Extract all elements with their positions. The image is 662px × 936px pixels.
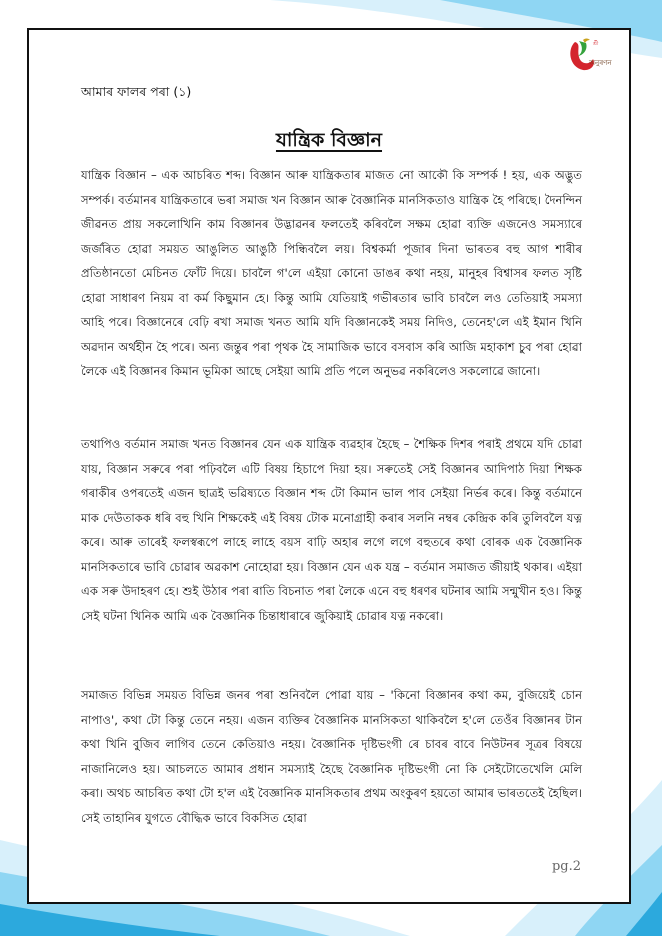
paragraph-3: সমাজত বিভিন্ন সময়ত বিভিন্ন জনৰ পৰা শুনিবলৈ পোৱা যায় – 'কিনো বিজ্ঞানৰ কথা কম, বুজিয়েই চোন নাপাও', কথা টো কিন্তু তেনে নহয়। এজন ব্যক্তিৰ বৈজ্ঞানিক মানসিকতা থাকিবলৈ হ'লে তেওঁৰ বিজ্ঞানৰ টান কথা খিনি বুজিব লাগিব তেনে কেতিয়াও নহয়। বৈজ্ঞানিক দৃষ্টিভংগী ৰে চাবৰ বাবে নিউটনৰ সূত্ৰৰ বিষয়ে নাজানিলেও হয়। আচলতে আমাৰ প্ৰধান সমস্যাই হৈছে বৈজ্ঞানিক দৃষ্টিভংগী নো কি সেইটোতেখেলি মেলি কৰা। অথচ আচৰিত কথা টো হ'ল এই বৈজ্ঞানিক মানসিকতাৰ প্ৰথম অংকুৰণ হয়তো আমাৰ ভাৰততেই হৈছিল। সেই তাহানিৰ যুগতে বৌদ্ধিক ভাবে বিকসিত হোৱা	[81, 688, 582, 825]
article-title-text: যান্ত্ৰিক বিজ্ঞান	[275, 129, 383, 151]
anuranan-logo-icon	[565, 37, 615, 77]
paragraph-1: যান্ত্ৰিক বিজ্ঞান – এক আচৰিত শব্দ। বিজ্ঞান আৰু যান্ত্ৰিকতাৰ মাজত নো আকৌ কি সম্পৰ্ক ! হয়, এক অদ্ভুত সম্পৰ্ক। বৰ্তমানৰ যান্ত্ৰিকতাৰে ভৰা সমাজ খন বিজ্ঞান আৰু বৈজ্ঞানিক মানসিকতাও যান্ত্ৰিক হৈ পৰিছে। দৈনন্দিন জীৱনত প্ৰায় সকলোখিনি কাম বিজ্ঞানৰ উদ্ভাৱনৰ ফলতেই কৰিবলৈ সক্ষম হোৱা ব্যক্তি এজনেও সমস্যাৰে জৰ্জৰিত হোৱা সময়ত আঙুলিত আঙুঠি পিন্ধিবলৈ লয়। বিশ্বকৰ্মা পূজাৰ দিনা ভাৰতৰ বহু আগ শাৰীৰ প্ৰতিষ্ঠানতো মেচিনত ফোঁট দিয়ে। চাবলৈ গ'লে এইয়া কোনো ডাঙৰ কথা নহয়, মানুহৰ বিশ্বাসৰ ফলত সৃষ্টি হোৱা সাধাৰণ নিয়ম বা কৰ্ম কিছুমান হে। কিন্তু আমি যেতিয়াই গভীৰতাৰ ভাবি চাবলৈ লও তেতিয়াই সমস্যা আহি পৰে। বিজ্ঞানেৰে বেঢ়ি ৰখা সমাজ খনত আমি যদি বিজ্ঞানকেই সময় নিদিও, তেনেহ'লে এই ইমান খিনি অৱদান অৰ্থহীন হৈ পৰে। অন্য জন্তুৰ পৰা পৃথক হৈ সামাজিক ভাবে বসবাস কৰি আজি মহাকাশ চুব পৰা হোৱা লৈকে এই বিজ্ঞানৰ কিমান ভূমিকা আছে সেইয়া আমি প্ৰতি পলে অনুভৱ নকৰিলেও সকলোৱে জানো।	[81, 168, 582, 378]
logo-label: অনুৰণন	[589, 59, 612, 67]
series-title: আমাৰ ফালৰ পৰা (১)	[81, 84, 192, 99]
paragraph-2: তথাপিও বৰ্তমান সমাজ খনত বিজ্ঞানৰ যেন এক যান্ত্ৰিক ব্যৱহাৰ হৈছে – শৈক্ষিক দিশৰ পৰাই প্ৰথমে যদি চোৱা যায়, বিজ্ঞান সৰুৰে পৰা পঢ়িবলৈ এটি বিষয় হিচাপে দিয়া হয়। সৰুতেই সেই বিজ্ঞানৰ আদিপাঠ দিয়া শিক্ষক গৰাকীৰ ওপৰতেই এজন ছাত্ৰই ভৱিষ্যতে বিজ্ঞান শব্দ টো কিমান ভাল পাব সেইয়া নিৰ্ভৰ কৰে। কিন্তু বৰ্তমানে মাক দেউতাকক ধৰি বহু খিনি শিক্ষকেই এই বিষয় টোক মনোগ্ৰাহী কৰাৰ সলনি নম্বৰ কেন্দ্ৰিক কৰি তুলিবলৈ যত্ন কৰে। আৰু তাৰেই ফলস্বৰূপে লাহে লাহে বয়স বাঢ়ি অহাৰ লগে লগে বহুতৰে কথা বোৰক এক বৈজ্ঞানিক মানসিকতাৰে ভাবি চোৱাৰ অৱকাশ নোহোৱা হয়। বিজ্ঞান যেন এক যন্ত্ৰ – বৰ্তমান সমাজত জীয়াই থকাৰ। এইয়া এক সৰু উদাহৰণ হে। শুই উঠাৰ পৰা ৰাতি বিচনাত পৰা লৈকে এনে বহু ধৰণৰ ঘটনাৰ আমি সন্মুখীন হও। কিন্তু সেই ঘটনা খিনিক আমি এক বৈজ্ঞানিক চিন্তাধাৰাৰে জুকিয়াই চোৱাৰ যত্ন নকৰো।	[81, 437, 582, 623]
page-frame	[27, 28, 631, 904]
page-number: pg.2	[551, 859, 581, 874]
article-title	[29, 126, 629, 158]
svg-text:শ্ৰী: শ্ৰী	[593, 41, 599, 47]
